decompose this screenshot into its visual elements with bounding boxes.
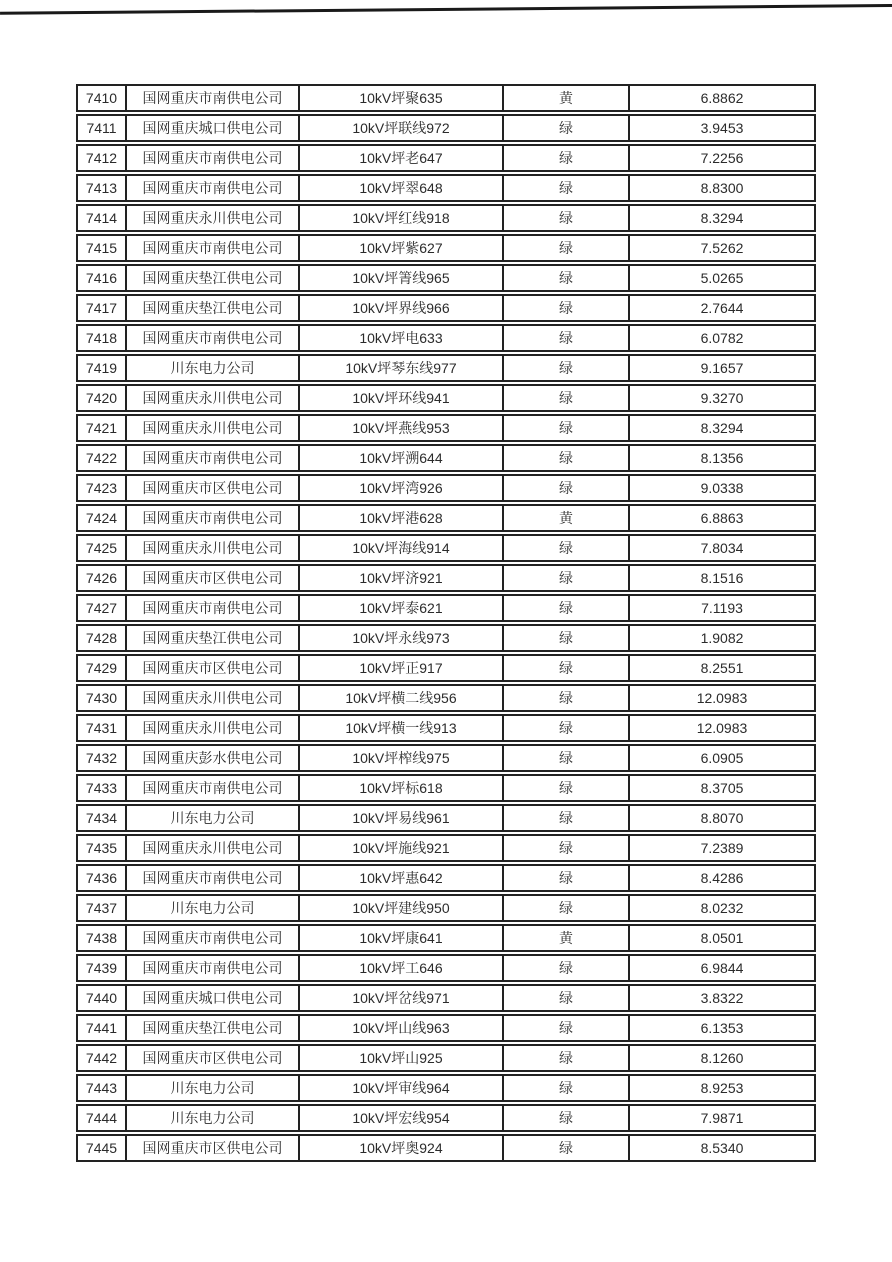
company-name-cell: 国网重庆永川供电公司	[125, 204, 298, 232]
line-name-cell: 10kV坪泰621	[298, 594, 502, 622]
value-cell: 5.0265	[628, 264, 816, 292]
line-name-cell: 10kV坪聚635	[298, 84, 502, 112]
table-row	[76, 1134, 816, 1162]
value-cell: 8.3294	[628, 414, 816, 442]
line-name-cell: 10kV坪永线973	[298, 624, 502, 652]
value-cell: 9.0338	[628, 474, 816, 502]
status-cell: 绿	[502, 174, 628, 202]
company-name-cell: 国网重庆市南供电公司	[125, 504, 298, 532]
row-id-cell: 7424	[76, 504, 125, 532]
status-cell: 绿	[502, 894, 628, 922]
row-id-cell: 7426	[76, 564, 125, 592]
table-row	[76, 684, 816, 712]
company-name-cell: 国网重庆垫江供电公司	[125, 294, 298, 322]
status-cell: 绿	[502, 564, 628, 592]
company-name-cell: 川东电力公司	[125, 894, 298, 922]
status-cell: 绿	[502, 684, 628, 712]
status-cell: 绿	[502, 114, 628, 142]
table-row	[76, 234, 816, 262]
company-name-cell: 国网重庆市南供电公司	[125, 444, 298, 472]
value-cell: 7.8034	[628, 534, 816, 562]
company-name-cell: 国网重庆市区供电公司	[125, 1044, 298, 1072]
row-id-cell: 7431	[76, 714, 125, 742]
table-row	[76, 924, 816, 952]
table-row	[76, 1074, 816, 1102]
value-cell: 7.5262	[628, 234, 816, 262]
status-cell: 绿	[502, 414, 628, 442]
status-cell: 绿	[502, 234, 628, 262]
value-cell: 8.4286	[628, 864, 816, 892]
row-id-cell: 7411	[76, 114, 125, 142]
table-row	[76, 804, 816, 832]
value-cell: 7.2389	[628, 834, 816, 862]
row-id-cell: 7427	[76, 594, 125, 622]
status-cell: 绿	[502, 294, 628, 322]
company-name-cell: 国网重庆市区供电公司	[125, 474, 298, 502]
company-name-cell: 国网重庆市南供电公司	[125, 84, 298, 112]
line-name-cell: 10kV坪济921	[298, 564, 502, 592]
status-cell: 绿	[502, 1134, 628, 1162]
status-cell: 绿	[502, 624, 628, 652]
value-cell: 6.0782	[628, 324, 816, 352]
table-row	[76, 564, 816, 592]
row-id-cell: 7420	[76, 384, 125, 412]
table-row	[76, 324, 816, 352]
table-row	[76, 204, 816, 232]
table-row	[76, 144, 816, 172]
row-id-cell: 7433	[76, 774, 125, 802]
status-cell: 绿	[502, 474, 628, 502]
status-cell: 绿	[502, 594, 628, 622]
value-cell: 8.5340	[628, 1134, 816, 1162]
value-cell: 8.3294	[628, 204, 816, 232]
company-name-cell: 国网重庆市南供电公司	[125, 594, 298, 622]
value-cell: 9.1657	[628, 354, 816, 382]
line-name-cell: 10kV坪奥924	[298, 1134, 502, 1162]
line-name-cell: 10kV坪翠648	[298, 174, 502, 202]
value-cell: 9.3270	[628, 384, 816, 412]
value-cell: 2.7644	[628, 294, 816, 322]
status-cell: 绿	[502, 1104, 628, 1132]
status-cell: 绿	[502, 804, 628, 832]
line-name-cell: 10kV坪标618	[298, 774, 502, 802]
line-name-cell: 10kV坪电633	[298, 324, 502, 352]
value-cell: 12.0983	[628, 714, 816, 742]
company-name-cell: 国网重庆垫江供电公司	[125, 264, 298, 292]
line-name-cell: 10kV坪红线918	[298, 204, 502, 232]
line-name-cell: 10kV坪湾926	[298, 474, 502, 502]
row-id-cell: 7429	[76, 654, 125, 682]
company-name-cell: 川东电力公司	[125, 1104, 298, 1132]
status-cell: 绿	[502, 834, 628, 862]
company-name-cell: 国网重庆垫江供电公司	[125, 624, 298, 652]
row-id-cell: 7442	[76, 1044, 125, 1072]
row-id-cell: 7412	[76, 144, 125, 172]
company-name-cell: 川东电力公司	[125, 354, 298, 382]
value-cell: 8.8070	[628, 804, 816, 832]
line-name-cell: 10kV坪横一线913	[298, 714, 502, 742]
power-line-table	[76, 82, 816, 1164]
line-name-cell: 10kV坪界线966	[298, 294, 502, 322]
line-name-cell: 10kV坪宏线954	[298, 1104, 502, 1132]
value-cell: 8.2551	[628, 654, 816, 682]
value-cell: 7.1193	[628, 594, 816, 622]
status-cell: 绿	[502, 744, 628, 772]
row-id-cell: 7434	[76, 804, 125, 832]
company-name-cell: 国网重庆市南供电公司	[125, 924, 298, 952]
status-cell: 黄	[502, 84, 628, 112]
row-id-cell: 7436	[76, 864, 125, 892]
status-cell: 绿	[502, 384, 628, 412]
line-name-cell: 10kV坪琴东线977	[298, 354, 502, 382]
line-name-cell: 10kV坪燕线953	[298, 414, 502, 442]
value-cell: 6.1353	[628, 1014, 816, 1042]
value-cell: 8.1356	[628, 444, 816, 472]
line-name-cell: 10kV坪施线921	[298, 834, 502, 862]
value-cell: 8.8300	[628, 174, 816, 202]
value-cell: 8.3705	[628, 774, 816, 802]
table-row	[76, 534, 816, 562]
table-row	[76, 894, 816, 922]
table-row	[76, 264, 816, 292]
table-row	[76, 744, 816, 772]
row-id-cell: 7413	[76, 174, 125, 202]
table-row	[76, 1104, 816, 1132]
row-id-cell: 7443	[76, 1074, 125, 1102]
company-name-cell: 国网重庆市区供电公司	[125, 1134, 298, 1162]
line-name-cell: 10kV坪港628	[298, 504, 502, 532]
value-cell: 7.9871	[628, 1104, 816, 1132]
table-row	[76, 594, 816, 622]
status-cell: 绿	[502, 534, 628, 562]
company-name-cell: 川东电力公司	[125, 804, 298, 832]
line-name-cell: 10kV坪山线963	[298, 1014, 502, 1042]
company-name-cell: 国网重庆彭水供电公司	[125, 744, 298, 772]
row-id-cell: 7418	[76, 324, 125, 352]
table-row	[76, 984, 816, 1012]
line-name-cell: 10kV坪箐线965	[298, 264, 502, 292]
table-row	[76, 504, 816, 532]
company-name-cell: 国网重庆市南供电公司	[125, 324, 298, 352]
value-cell: 8.0232	[628, 894, 816, 922]
line-name-cell: 10kV坪海线914	[298, 534, 502, 562]
company-name-cell: 国网重庆永川供电公司	[125, 834, 298, 862]
status-cell: 绿	[502, 1014, 628, 1042]
line-name-cell: 10kV坪山925	[298, 1044, 502, 1072]
table-row	[76, 834, 816, 862]
status-cell: 绿	[502, 984, 628, 1012]
line-name-cell: 10kV坪审线964	[298, 1074, 502, 1102]
line-name-cell: 10kV坪工646	[298, 954, 502, 982]
row-id-cell: 7423	[76, 474, 125, 502]
status-cell: 黄	[502, 504, 628, 532]
line-name-cell: 10kV坪环线941	[298, 384, 502, 412]
company-name-cell: 国网重庆永川供电公司	[125, 534, 298, 562]
table-row	[76, 954, 816, 982]
table-row	[76, 354, 816, 382]
company-name-cell: 国网重庆市南供电公司	[125, 144, 298, 172]
table-row	[76, 474, 816, 502]
status-cell: 绿	[502, 1044, 628, 1072]
table-row	[76, 414, 816, 442]
line-name-cell: 10kV坪紫627	[298, 234, 502, 262]
value-cell: 3.8322	[628, 984, 816, 1012]
table-row	[76, 84, 816, 112]
row-id-cell: 7437	[76, 894, 125, 922]
status-cell: 绿	[502, 714, 628, 742]
company-name-cell: 国网重庆永川供电公司	[125, 714, 298, 742]
company-name-cell: 国网重庆市南供电公司	[125, 954, 298, 982]
row-id-cell: 7439	[76, 954, 125, 982]
row-id-cell: 7445	[76, 1134, 125, 1162]
row-id-cell: 7428	[76, 624, 125, 652]
value-cell: 1.9082	[628, 624, 816, 652]
row-id-cell: 7432	[76, 744, 125, 772]
value-cell: 8.1260	[628, 1044, 816, 1072]
table-row	[76, 1044, 816, 1072]
line-name-cell: 10kV坪联线972	[298, 114, 502, 142]
line-name-cell: 10kV坪康641	[298, 924, 502, 952]
status-cell: 绿	[502, 864, 628, 892]
company-name-cell: 国网重庆永川供电公司	[125, 684, 298, 712]
status-cell: 绿	[502, 654, 628, 682]
row-id-cell: 7440	[76, 984, 125, 1012]
line-name-cell: 10kV坪溯644	[298, 444, 502, 472]
value-cell: 3.9453	[628, 114, 816, 142]
table-row	[76, 654, 816, 682]
row-id-cell: 7421	[76, 414, 125, 442]
row-id-cell: 7419	[76, 354, 125, 382]
status-cell: 绿	[502, 354, 628, 382]
status-cell: 绿	[502, 774, 628, 802]
power-line-table-body	[76, 84, 816, 1162]
table-row	[76, 774, 816, 802]
value-cell: 8.0501	[628, 924, 816, 952]
table-row	[76, 624, 816, 652]
status-cell: 绿	[502, 144, 628, 172]
company-name-cell: 国网重庆垫江供电公司	[125, 1014, 298, 1042]
line-name-cell: 10kV坪惠642	[298, 864, 502, 892]
company-name-cell: 国网重庆城口供电公司	[125, 984, 298, 1012]
row-id-cell: 7417	[76, 294, 125, 322]
value-cell: 6.0905	[628, 744, 816, 772]
table-row	[76, 1014, 816, 1042]
status-cell: 绿	[502, 954, 628, 982]
company-name-cell: 川东电力公司	[125, 1074, 298, 1102]
row-id-cell: 7435	[76, 834, 125, 862]
value-cell: 7.2256	[628, 144, 816, 172]
value-cell: 6.8862	[628, 84, 816, 112]
company-name-cell: 国网重庆永川供电公司	[125, 384, 298, 412]
value-cell: 8.1516	[628, 564, 816, 592]
status-cell: 绿	[502, 1074, 628, 1102]
line-name-cell: 10kV坪横二线956	[298, 684, 502, 712]
status-cell: 绿	[502, 264, 628, 292]
scan-artifact-top-line	[0, 4, 892, 15]
company-name-cell: 国网重庆市南供电公司	[125, 234, 298, 262]
company-name-cell: 国网重庆城口供电公司	[125, 114, 298, 142]
table-row	[76, 294, 816, 322]
table-row	[76, 174, 816, 202]
row-id-cell: 7415	[76, 234, 125, 262]
row-id-cell: 7425	[76, 534, 125, 562]
value-cell: 12.0983	[628, 684, 816, 712]
table-row	[76, 114, 816, 142]
status-cell: 绿	[502, 204, 628, 232]
line-name-cell: 10kV坪建线950	[298, 894, 502, 922]
table-row	[76, 444, 816, 472]
status-cell: 黄	[502, 924, 628, 952]
row-id-cell: 7410	[76, 84, 125, 112]
company-name-cell: 国网重庆市南供电公司	[125, 864, 298, 892]
row-id-cell: 7422	[76, 444, 125, 472]
row-id-cell: 7430	[76, 684, 125, 712]
company-name-cell: 国网重庆市区供电公司	[125, 564, 298, 592]
value-cell: 8.9253	[628, 1074, 816, 1102]
company-name-cell: 国网重庆市区供电公司	[125, 654, 298, 682]
table-row	[76, 714, 816, 742]
value-cell: 6.8863	[628, 504, 816, 532]
line-name-cell: 10kV坪正917	[298, 654, 502, 682]
line-name-cell: 10kV坪老647	[298, 144, 502, 172]
line-name-cell: 10kV坪易线961	[298, 804, 502, 832]
row-id-cell: 7416	[76, 264, 125, 292]
company-name-cell: 国网重庆市南供电公司	[125, 774, 298, 802]
row-id-cell: 7444	[76, 1104, 125, 1132]
row-id-cell: 7438	[76, 924, 125, 952]
row-id-cell: 7414	[76, 204, 125, 232]
table-row	[76, 864, 816, 892]
status-cell: 绿	[502, 324, 628, 352]
table-container	[76, 82, 816, 1164]
value-cell: 6.9844	[628, 954, 816, 982]
company-name-cell: 国网重庆市南供电公司	[125, 174, 298, 202]
company-name-cell: 国网重庆永川供电公司	[125, 414, 298, 442]
line-name-cell: 10kV坪榨线975	[298, 744, 502, 772]
line-name-cell: 10kV坪岔线971	[298, 984, 502, 1012]
status-cell: 绿	[502, 444, 628, 472]
table-row	[76, 384, 816, 412]
row-id-cell: 7441	[76, 1014, 125, 1042]
